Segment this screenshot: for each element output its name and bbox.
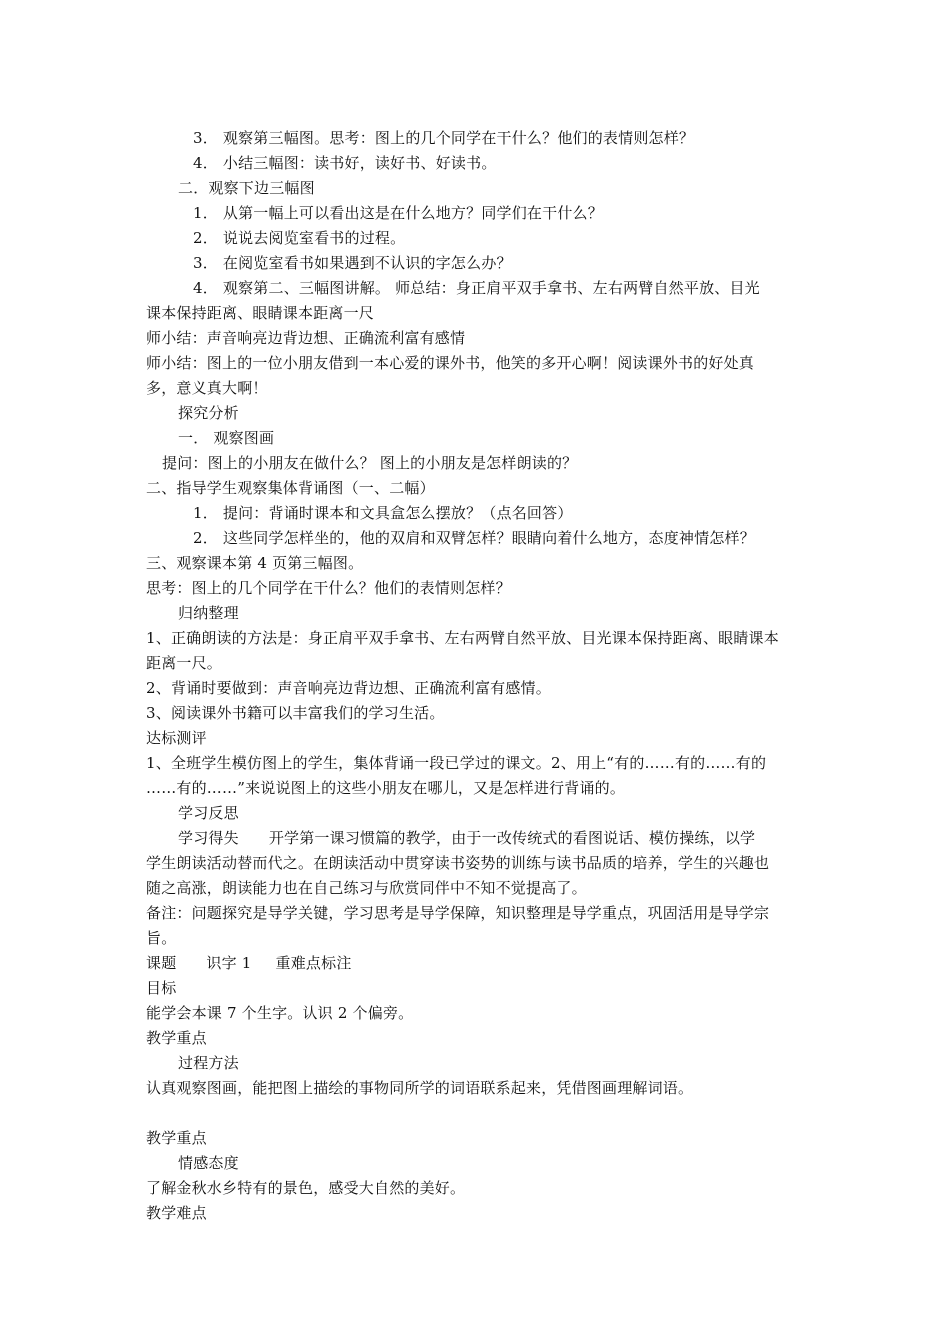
text-line: 多，意义真大啊！ xyxy=(146,379,268,397)
section-heading: 教学重点 xyxy=(146,1129,207,1147)
text-line: 认真观察图画，能把图上描绘的事物同所学的词语联系起来，凭借图画理解词语。 xyxy=(146,1079,694,1097)
section-heading: 学习反思 xyxy=(178,804,239,822)
reflection-text: 开学第一课习惯篇的教学，由于一改传统式的看图说话、模仿操练，以学 xyxy=(268,829,756,847)
text-line: 4． 观察第二、三幅图讲解。 师总结：身正肩平双手拿书、左右两臂自然平放、目光 xyxy=(193,279,760,297)
text-line: 提问：图上的小朋友在做什么？ 图上的小朋友是怎样朗读的？ xyxy=(162,454,578,472)
text-line: 旨。 xyxy=(146,929,177,947)
text-line: 2、背诵时要做到：声音响亮边背边想、正确流利富有感情。 xyxy=(146,679,551,697)
text-line: 思考：图上的几个同学在干什么？他们的表情则怎样？ xyxy=(146,579,511,597)
text-line: ……有的……”来说说图上的这些小朋友在哪儿，又是怎样进行背诵的。 xyxy=(146,779,626,797)
text-line: 学生朗读活动替而代之。在朗读活动中贯穿读书姿势的训练与读书品质的培养，学生的兴趣也 xyxy=(146,854,770,872)
lesson-line xyxy=(146,953,352,973)
text-line: 2． 这些同学怎样坐的，他的双肩和双臂怎样？眼睛向着什么地方，态度神情怎样？ xyxy=(193,529,755,547)
text-line: 3． 在阅览室看书如果遇到不认识的字怎么办？ xyxy=(193,254,512,272)
section-heading: 教学难点 xyxy=(146,1204,207,1222)
text-line: 一． 观察图画 xyxy=(178,429,275,447)
text-line: 师小结：声音响亮边背边想、正确流利富有感情 xyxy=(146,329,466,347)
section-heading: 达标测评 xyxy=(146,729,207,747)
section-heading: 目标 xyxy=(146,979,177,997)
text-line: 1． 提问：背诵时课本和文具盒怎么摆放？（点名回答） xyxy=(193,504,573,522)
text-line: 2． 说说去阅览室看书的过程。 xyxy=(193,229,406,247)
lesson-title: 识字 1 xyxy=(206,954,252,972)
lesson-note: 重难点标注 xyxy=(275,954,352,972)
text-line: 课本保持距离、眼睛课本距离一尺 xyxy=(146,304,375,322)
text-line: 随之高涨，朗读能力也在自己练习与欣赏同伴中不知不觉提高了。 xyxy=(146,879,587,897)
text-line: 4． 小结三幅图：读书好，读好书、好读书。 xyxy=(193,154,497,172)
text-line: 3、阅读课外书籍可以丰富我们的学习生活。 xyxy=(146,704,445,722)
section-heading: 教学重点 xyxy=(146,1029,207,1047)
reflection-label: 学习得失 xyxy=(178,829,239,847)
section-heading: 过程方法 xyxy=(178,1054,239,1072)
text-line: 二、指导学生观察集体背诵图（一、二幅） xyxy=(146,479,435,497)
text-line: 1． 从第一幅上可以看出这是在什么地方？同学们在干什么？ xyxy=(193,204,603,222)
reflection-line xyxy=(178,828,755,848)
section-heading: 二．观察下边三幅图 xyxy=(178,179,315,197)
text-line: 3． 观察第三幅图。思考：图上的几个同学在干什么？他们的表情则怎样？ xyxy=(193,129,695,147)
section-heading: 归纳整理 xyxy=(178,604,239,622)
text-line: 能学会本课 7 个生字。认识 2 个偏旁。 xyxy=(146,1004,414,1022)
text-line: 1、全班学生模仿图上的学生，集体背诵一段已学过的课文。2、用上“有的……有的……有的 xyxy=(146,754,767,772)
section-heading: 探究分析 xyxy=(178,404,239,422)
text-line: 距离一尺。 xyxy=(146,654,223,672)
text-line: 1、正确朗读的方法是：身正肩平双手拿书、左右两臂自然平放、目光课本保持距离、眼睛课本 xyxy=(146,629,779,647)
text-line: 了解金秋水乡特有的景色，感受大自然的美好。 xyxy=(146,1179,466,1197)
text-line: 三、观察课本第 4 页第三幅图。 xyxy=(146,554,364,572)
text-line: 备注：问题探究是导学关键，学习思考是导学保障，知识整理是导学重点，巩固活用是导学宗 xyxy=(146,904,770,922)
text-line: 师小结：图上的一位小朋友借到一本心爱的课外书，他笑的多开心啊！阅读课外书的好处真 xyxy=(146,354,755,372)
section-heading: 情感态度 xyxy=(178,1154,239,1172)
lesson-label: 课题 xyxy=(146,954,177,972)
